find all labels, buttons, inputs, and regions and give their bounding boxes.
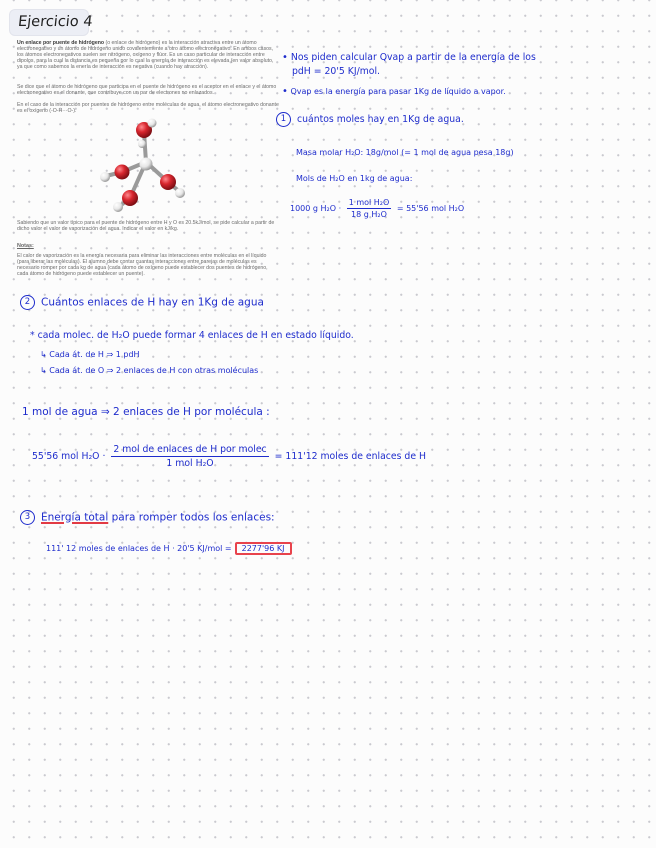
step2-line3: ↳ Cada át. de O ⇒ 2 enlaces de H con otras moléculas <box>40 366 259 375</box>
water-molecules-illustration <box>88 112 198 224</box>
step1-calc-result: = 55'56 mol H₂O <box>396 204 465 213</box>
step1-calc <box>290 198 464 219</box>
statement-p4: Sabiendo que un valor típico para el puente de hidrógeno entre H y O es 20.5kJ/mol, se pide calcular a partir de dicho valor el valor de vaporización del agua. Indicar el valor en kJ/kg. <box>17 220 275 233</box>
step2-fraction <box>111 444 268 469</box>
step1-calc-den: 18 g H₂O <box>351 210 387 219</box>
step2-line1: * cada molec. de H₂O puede formar 4 enlaces de H en estado líquido. <box>30 330 354 341</box>
step2-heading: 2 Cuántos enlaces de H hay en 1Kg de agua <box>20 295 264 310</box>
step2-calc-den: 1 mol H₂O <box>166 458 214 469</box>
step1-line2: Mols de H₂O en 1kg de agua: <box>296 174 413 183</box>
step1-line1: Masa molar H₂O: 18g/mol (= 1 mol de agua pesa 18g) <box>296 148 514 157</box>
step3-heading-highlight: Energía total <box>41 511 109 524</box>
statement-p2: Se dice que el átomo de hidrógeno que participa en el puente de hidrógeno es el aceptor en el enlace y el átomo electronegativo es el donante, que contribuye con un par de electrones no enlazados. <box>17 84 277 97</box>
bullet-dot-icon: • <box>282 52 288 63</box>
step3-heading <box>20 510 275 525</box>
note-bullet-2: • Qvap es la energía para pasar 1Kg de líquido a vapor. <box>282 86 506 97</box>
statement-notas: El calor de vaporización es la energía necesaria para eliminar las interacciones entre moléculas en el líquido (para liberar las moléculas). El alumno debe contar cuantas interacciones entre parejas de moléculas es necesario romper por cada kg de agua (cada átomo de oxígeno puede establecer dos puentes de hidrógeno, cada átomo de hidrógeno puede establecer un puente). <box>17 253 268 278</box>
note-bullet-1: • Nos piden calcular Qvap a partir de la energía de los <box>282 52 536 63</box>
step3-result-box: 2277'96 KJ <box>235 542 292 555</box>
step3-calc <box>46 542 292 555</box>
step2-line4: 1 mol de agua ⇒ 2 enlaces de H por molécula : <box>22 406 270 418</box>
bullet-dot-icon: • <box>282 86 288 97</box>
step1-number: 1 <box>276 112 291 127</box>
statement-p3: En el caso de la interacción por puentes de hidrógeno entre moléculas de agua, el átomo electronegativo donante es el oxígeno (-O-H···O-). <box>17 102 279 115</box>
step2-line2: ↳ Cada át. de H ⇒ 1 pdH <box>40 350 140 359</box>
step3-number: 3 <box>20 510 35 525</box>
step1-fraction <box>347 198 392 219</box>
step1-calc-num: 1 mol H₂O <box>348 198 390 207</box>
statement-p1 <box>17 40 279 70</box>
step2-number: 2 <box>20 295 35 310</box>
step2-calc-lead: 55'56 mol H₂O · <box>32 451 106 462</box>
notas-label: Notas: <box>17 243 34 249</box>
statement-p1-bold: Un enlace por puente de hidrógeno <box>17 40 105 46</box>
page-title: Ejercicio 4 <box>17 14 94 30</box>
statement-p1-rest: (o enlace de hidrógeno) es la interacción atractiva entre un átomo electronegativo y un átomo de hidrógeno unido covalentemente a otro átomo electronegativo. En ambos casos, los átomos electronegativos suelen ser nitrógeno, oxígeno y flúor. Es un caso particular de interacción entre dipolos, para la cual la distancia es pequeña por lo cual la energía de interacción es elevada (en valor absoluto, ya que como sabemos la enería de interacción es negativa (cuando hay atracción). <box>17 40 274 71</box>
step1-heading: 1 cuántos moles hay en 1Kg de agua. <box>276 112 464 127</box>
step2-calc-result: = 111'12 moles de enlaces de H <box>274 451 426 462</box>
step3-calc-text: 111' 12 moles de enlaces de H · 20'5 KJ/mol = <box>46 544 232 553</box>
step2-calc <box>32 444 426 469</box>
step3-heading-rest: para romper todos los enlaces: <box>111 511 275 524</box>
step1-calc-lead: 1000 g H₂O · <box>290 204 342 213</box>
note-bullet-1b: pdH = 20'5 KJ/mol. <box>292 66 381 77</box>
step2-calc-num: 2 mol de enlaces de H por molec <box>113 444 267 455</box>
